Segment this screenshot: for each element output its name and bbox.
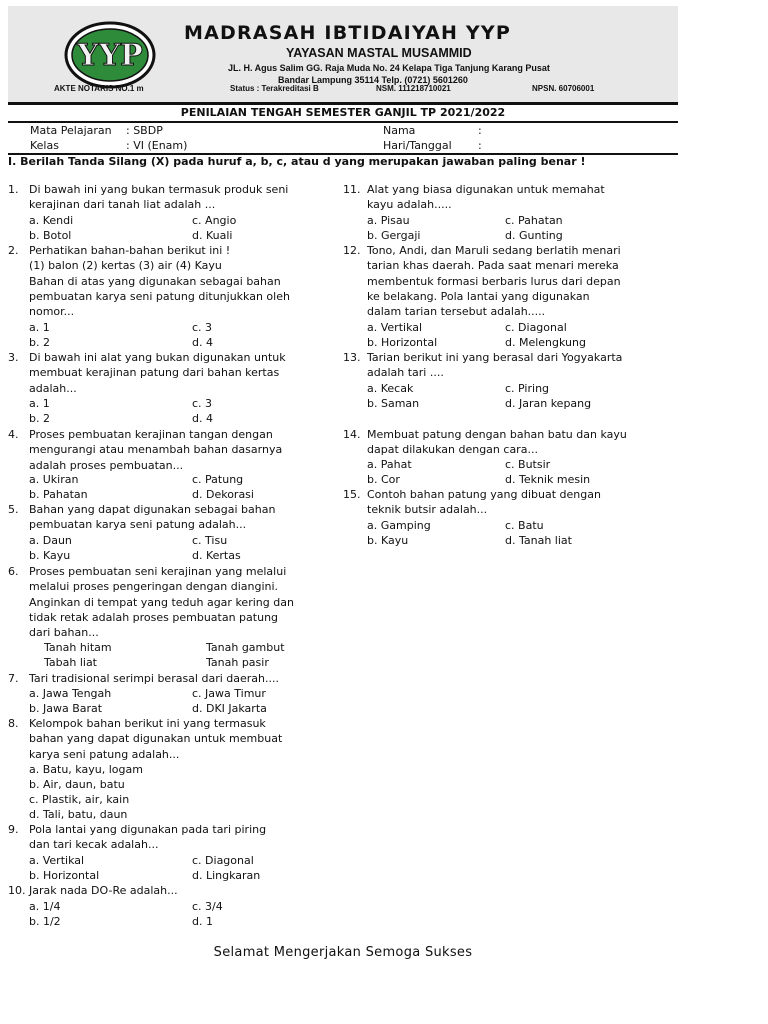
option-b: b. Pahatan	[29, 488, 88, 501]
option-a: a. Gamping	[367, 519, 431, 532]
question-text: Membuat patung dengan bahan batu dan kayu dapat dilakukan dengan cara...	[367, 428, 627, 457]
question-text: Pola lantai yang digunakan pada tari piring dan tari kecak adalah...	[29, 823, 267, 852]
option-d: d. 4	[192, 336, 213, 349]
option-a: a. Batu, kayu, logam	[29, 763, 143, 776]
option-b: b. Saman	[367, 397, 420, 410]
school-name: MADRASAH IBTIDAIYAH YYP	[184, 22, 511, 44]
foundation-name: YAYASAN MASTAL MUSAMMID	[286, 46, 472, 60]
nama-label: Nama	[383, 124, 416, 137]
option-b: Tabah liat	[44, 656, 97, 669]
option-b: b. Horizontal	[367, 336, 438, 349]
address-line-1: JL. H. Agus Salim GG. Raja Muda No. 24 Kelapa Tiga Tanjung Karang Pusat	[228, 63, 550, 73]
question-number: 6.	[8, 565, 19, 578]
option-d: d. Dekorasi	[192, 488, 254, 501]
question-number: 7.	[8, 672, 19, 685]
option-b: b. Kayu	[367, 534, 409, 547]
option-c: c. 3/4	[192, 900, 223, 913]
question-text: Tono, Andi, dan Maruli sedang berlatih menari tarian khas daerah. Pada saat menari mereka membentuk formasi berbaris lurus dari depan ke belakang. Pola lantai yang digunakan dalam tarian tersebut adalah.....	[367, 244, 621, 319]
option-d: d. Kuali	[192, 229, 233, 242]
option-b: b. 2	[29, 336, 50, 349]
mapel-label: Mata Pelajaran	[30, 124, 112, 137]
hari-label: Hari/Tanggal	[383, 139, 452, 152]
question-number: 15.	[343, 488, 361, 501]
question-text: Perhatikan bahan-bahan berikut ini ! (1) balon (2) kertas (3) air (4) Kayu Bahan di atas yang digunakan sebagai bahan pembuatan karya seni patung ditunjukkan oleh nomor...	[29, 244, 290, 319]
option-b: b. 2	[29, 412, 50, 425]
question-text: Kelompok bahan berikut ini yang termasuk bahan yang dapat digunakan untuk membuat karya seni patung adalah...	[29, 717, 283, 761]
question-number: 14.	[343, 428, 361, 441]
option-a: a. Kecak	[367, 382, 414, 395]
option-a: a. 1	[29, 321, 50, 334]
question-number: 2.	[8, 244, 19, 257]
option-d: d. Teknik mesin	[505, 473, 591, 486]
option-c: c. 3	[192, 397, 213, 410]
option-b: b. Jawa Barat	[29, 702, 103, 715]
option-a: a. 1	[29, 397, 50, 410]
nsm-number: NSM. 111218710021	[376, 84, 451, 93]
question-number: 10.	[8, 884, 26, 897]
question-text: Jarak nada DO-Re adalah...	[29, 884, 178, 897]
option-c: c. Plastik, air, kain	[29, 793, 130, 806]
question-text: Proses pembuatan seni kerajinan yang melalui melalui proses pengeringan dengan diangini. Anginkan di tempat yang teduh agar kering dan tidak retak adalah proses pembuatan patung dari bahan...	[29, 565, 294, 640]
question-number: 3.	[8, 351, 19, 364]
option-d: d. Jaran kepang	[505, 397, 592, 410]
kelas-value: : VI (Enam)	[126, 139, 188, 152]
option-b: b. 1/2	[29, 915, 61, 928]
question-number: 13.	[343, 351, 361, 364]
question-number: 4.	[8, 428, 19, 441]
accreditation-status: Status : Terakreditasi B	[230, 84, 319, 93]
option-a: a. Ukiran	[29, 473, 79, 486]
option-c: c. Tisu	[192, 534, 228, 547]
option-a: a. Pisau	[367, 214, 410, 227]
option-a: Tanah hitam	[44, 641, 112, 654]
closing-message: Selamat Mengerjakan Semoga Sukses	[213, 945, 473, 960]
option-a: a. Pahat	[367, 458, 412, 471]
title-divider	[8, 121, 678, 123]
option-b: b. Air, daun, batu	[29, 778, 125, 791]
option-a: a. Vertikal	[367, 321, 423, 334]
option-c: c. Diagonal	[505, 321, 567, 334]
option-b: b. Kayu	[29, 549, 71, 562]
address-line-2: Bandar Lampung 35114 Telp. (0721) 5601260	[278, 75, 468, 85]
question-text: Alat yang biasa digunakan untuk memahat kayu adalah.....	[367, 183, 605, 212]
option-d: Tanah pasir	[206, 656, 269, 669]
question-text: Contoh bahan patung yang dibuat dengan teknik butsir adalah...	[367, 488, 601, 517]
option-c: c. Batu	[505, 519, 544, 532]
question-number: 5.	[8, 503, 19, 516]
question-text: Proses pembuatan kerajinan tangan dengan mengurangi atau menambah bahan dasarnya adalah proses pembuatan...	[29, 428, 283, 472]
option-d: d. DKI Jakarta	[192, 702, 267, 715]
option-c: c. Pahatan	[505, 214, 563, 227]
option-a: a. Daun	[29, 534, 72, 547]
svg-text:YYP: YYP	[77, 38, 143, 73]
option-d: d. 1	[192, 915, 213, 928]
option-b: b. Cor	[367, 473, 400, 486]
option-c: Tanah gambut	[206, 641, 285, 654]
hari-value: :	[478, 139, 482, 152]
question-number: 9.	[8, 823, 19, 836]
option-c: c. 3	[192, 321, 213, 334]
option-b: b. Gergaji	[367, 229, 421, 242]
akte-notaris: AKTE NOTARIS NO.1 m	[54, 84, 144, 93]
letterhead-divider	[8, 102, 678, 105]
option-c: c. Butsir	[505, 458, 551, 471]
option-d: d. Tanah liat	[505, 534, 572, 547]
option-c: c. Jawa Timur	[192, 687, 266, 700]
exam-title: PENILAIAN TENGAH SEMESTER GANJIL TP 2021/2022	[180, 106, 506, 119]
option-c: c. Piring	[505, 382, 550, 395]
mapel-value: : SBDP	[126, 124, 163, 137]
option-c: c. Angio	[192, 214, 237, 227]
nama-value: :	[478, 124, 482, 137]
option-b: b. Botol	[29, 229, 72, 242]
question-text: Tari tradisional serimpi berasal dari daerah....	[29, 672, 279, 685]
option-d: d. Kertas	[192, 549, 241, 562]
option-d: d. Gunting	[505, 229, 563, 242]
npsn-number: NPSN. 60706001	[532, 84, 595, 93]
option-a: a. Kendi	[29, 214, 74, 227]
question-number: 1.	[8, 183, 19, 196]
option-c: c. Patung	[192, 473, 244, 486]
option-d: d. 4	[192, 412, 213, 425]
question-number: 8.	[8, 717, 19, 730]
registration-line	[8, 80, 678, 96]
instruction: I. Berilah Tanda Silang (X) pada huruf a, b, c, atau d yang merupakan jawaban paling benar !	[8, 155, 586, 168]
option-d: d. Lingkaran	[192, 869, 261, 882]
option-a: a. Vertikal	[29, 854, 85, 867]
question-number: 12.	[343, 244, 361, 257]
question-text: Di bawah ini yang bukan termasuk produk seni kerajinan dari tanah liat adalah ...	[29, 183, 289, 212]
kelas-label: Kelas	[30, 139, 59, 152]
option-c: c. Diagonal	[192, 854, 254, 867]
question-number: 11.	[343, 183, 361, 196]
question-text: Bahan yang dapat digunakan sebagai bahan pembuatan karya seni patung adalah...	[29, 503, 276, 532]
question-text: Di bawah ini alat yang bukan digunakan untuk membuat kerajinan patung dari bahan kertas adalah...	[29, 351, 286, 395]
question-text: Tarian berikut ini yang berasal dari Yogyakarta adalah tari ....	[367, 351, 623, 380]
option-b: b. Horizontal	[29, 869, 100, 882]
option-d: d. Tali, batu, daun	[29, 808, 128, 821]
option-a: a. Jawa Tengah	[29, 687, 112, 700]
option-d: d. Melengkung	[505, 336, 586, 349]
option-a: a. 1/4	[29, 900, 61, 913]
